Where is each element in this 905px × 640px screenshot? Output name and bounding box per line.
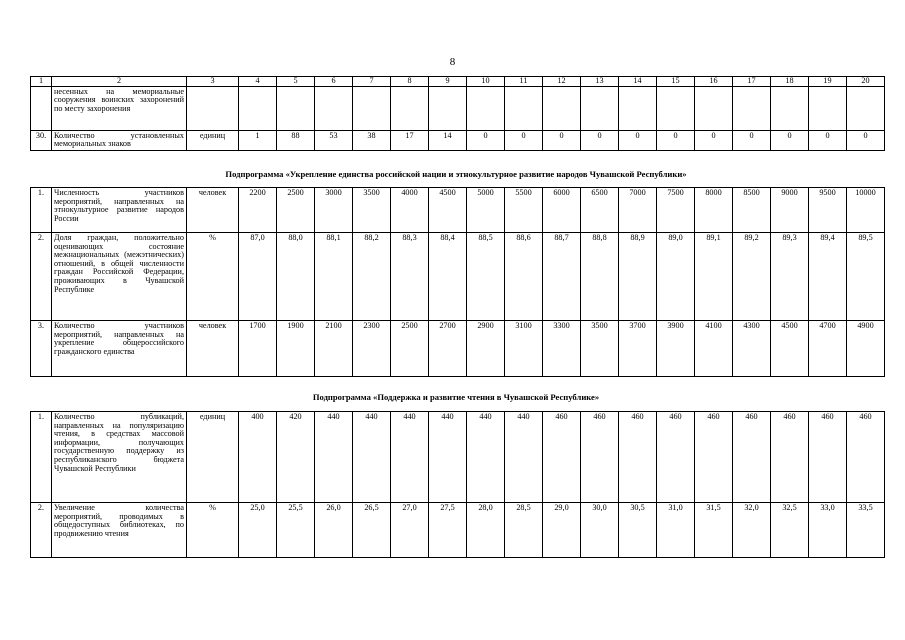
- value-cell: 440: [315, 412, 353, 503]
- column-number: 2: [52, 77, 187, 87]
- value-cell: 6500: [581, 188, 619, 233]
- value-cell: 460: [543, 412, 581, 503]
- row-number: [31, 86, 52, 130]
- unit-cell: %: [187, 503, 239, 558]
- value-cell: 32,0: [733, 503, 771, 558]
- value-cell: [353, 86, 391, 130]
- value-cell: 88,4: [429, 233, 467, 321]
- value-cell: [581, 86, 619, 130]
- column-number: 6: [315, 77, 353, 87]
- column-number: 16: [695, 77, 733, 87]
- value-cell: 38: [353, 130, 391, 150]
- value-cell: 7500: [657, 188, 695, 233]
- unit-cell: единиц: [187, 412, 239, 503]
- value-cell: [733, 86, 771, 130]
- value-cell: 3700: [619, 321, 657, 377]
- value-cell: 17: [391, 130, 429, 150]
- value-cell: 4700: [809, 321, 847, 377]
- value-cell: 89,3: [771, 233, 809, 321]
- value-cell: 88,8: [581, 233, 619, 321]
- value-cell: 30,0: [581, 503, 619, 558]
- table-row: [31, 188, 885, 233]
- row-number: 3.: [31, 321, 52, 377]
- column-number: 1: [31, 77, 52, 87]
- value-cell: 88,9: [619, 233, 657, 321]
- value-cell: 1700: [239, 321, 277, 377]
- value-cell: 460: [771, 412, 809, 503]
- value-cell: 27,5: [429, 503, 467, 558]
- value-cell: 28,5: [505, 503, 543, 558]
- value-cell: [505, 86, 543, 130]
- value-cell: [315, 86, 353, 130]
- value-cell: 5500: [505, 188, 543, 233]
- value-cell: 0: [581, 130, 619, 150]
- value-cell: 440: [391, 412, 429, 503]
- value-cell: 53: [315, 130, 353, 150]
- value-cell: 88,5: [467, 233, 505, 321]
- value-cell: 0: [847, 130, 885, 150]
- value-cell: [277, 86, 315, 130]
- value-cell: 26,5: [353, 503, 391, 558]
- value-cell: 440: [353, 412, 391, 503]
- value-cell: [771, 86, 809, 130]
- column-number: 5: [277, 77, 315, 87]
- row-number: 1.: [31, 412, 52, 503]
- value-cell: 25,0: [239, 503, 277, 558]
- column-number: 9: [429, 77, 467, 87]
- value-cell: 27,0: [391, 503, 429, 558]
- value-cell: 10000: [847, 188, 885, 233]
- column-number: 3: [187, 77, 239, 87]
- value-cell: 88,6: [505, 233, 543, 321]
- table-row: [31, 412, 885, 503]
- indicator-name: Количество установленных мемориальных знаков: [52, 130, 187, 150]
- value-cell: 0: [619, 130, 657, 150]
- column-number: 4: [239, 77, 277, 87]
- value-cell: 460: [581, 412, 619, 503]
- subprogram-title-reading: Подпрограмма «Поддержка и развитие чтения в Чувашской Республике»: [312, 392, 600, 402]
- value-cell: [809, 86, 847, 130]
- indicator-name: Количество публикаций, направленных на популяризацию чтения, в средствах массовой информации, получающих государственную поддержку из республиканского бюджета Чувашской Республики: [52, 412, 187, 503]
- column-number: 14: [619, 77, 657, 87]
- value-cell: 31,0: [657, 503, 695, 558]
- value-cell: 89,1: [695, 233, 733, 321]
- value-cell: 89,5: [847, 233, 885, 321]
- column-number: 17: [733, 77, 771, 87]
- indicators-table-continued: [30, 76, 885, 151]
- value-cell: 4100: [695, 321, 733, 377]
- value-cell: 4500: [771, 321, 809, 377]
- value-cell: 88,3: [391, 233, 429, 321]
- indicator-name: Увеличение количества мероприятий, проводимых в общедоступных библиотеках, по продвижению чтения: [52, 503, 187, 558]
- value-cell: 460: [847, 412, 885, 503]
- column-number: 7: [353, 77, 391, 87]
- value-cell: 8000: [695, 188, 733, 233]
- value-cell: 0: [657, 130, 695, 150]
- value-cell: 25,5: [277, 503, 315, 558]
- table-row: [31, 86, 885, 130]
- value-cell: 0: [809, 130, 847, 150]
- value-cell: 30,5: [619, 503, 657, 558]
- column-number: 12: [543, 77, 581, 87]
- value-cell: 32,5: [771, 503, 809, 558]
- value-cell: [239, 86, 277, 130]
- value-cell: 3500: [353, 188, 391, 233]
- row-number: 2.: [31, 233, 52, 321]
- column-number: 13: [581, 77, 619, 87]
- indicator-name: Численность участников мероприятий, направленных на этнокультурное развитие народов России: [52, 188, 187, 233]
- value-cell: [391, 86, 429, 130]
- value-cell: 33,0: [809, 503, 847, 558]
- value-cell: 88,2: [353, 233, 391, 321]
- value-cell: [619, 86, 657, 130]
- value-cell: 460: [695, 412, 733, 503]
- value-cell: 400: [239, 412, 277, 503]
- indicator-name: Доля граждан, положительно оценивающих состояние межнациональных (межэтнических) отношений, в общей численности граждан Российской Федерации, проживающих в Чувашской Республике: [52, 233, 187, 321]
- value-cell: 440: [505, 412, 543, 503]
- value-cell: 3000: [315, 188, 353, 233]
- value-cell: [657, 86, 695, 130]
- value-cell: 14: [429, 130, 467, 150]
- unit-cell: человек: [187, 321, 239, 377]
- unit-cell: %: [187, 233, 239, 321]
- value-cell: 33,5: [847, 503, 885, 558]
- indicator-name: Количество участников мероприятий, направленных на укрепление общероссийского гражданского единства: [52, 321, 187, 377]
- value-cell: 2500: [277, 188, 315, 233]
- column-number: 18: [771, 77, 809, 87]
- value-cell: 3900: [657, 321, 695, 377]
- value-cell: [847, 86, 885, 130]
- value-cell: 4000: [391, 188, 429, 233]
- table-header-row: [31, 77, 885, 87]
- value-cell: 9000: [771, 188, 809, 233]
- value-cell: 6000: [543, 188, 581, 233]
- value-cell: 0: [733, 130, 771, 150]
- table-row: [31, 130, 885, 150]
- value-cell: 460: [733, 412, 771, 503]
- column-number: 19: [809, 77, 847, 87]
- value-cell: 440: [467, 412, 505, 503]
- value-cell: 0: [771, 130, 809, 150]
- value-cell: 87,0: [239, 233, 277, 321]
- indicator-name: несенных на мемориальные сооружения воинских захоронений по месту захоронения: [52, 86, 187, 130]
- value-cell: 3300: [543, 321, 581, 377]
- value-cell: 4300: [733, 321, 771, 377]
- value-cell: 2200: [239, 188, 277, 233]
- value-cell: 2900: [467, 321, 505, 377]
- column-number: 20: [847, 77, 885, 87]
- page-number: 8: [449, 56, 456, 68]
- value-cell: 31,5: [695, 503, 733, 558]
- row-number: 1.: [31, 188, 52, 233]
- column-number: 11: [505, 77, 543, 87]
- column-number: 10: [467, 77, 505, 87]
- value-cell: 2100: [315, 321, 353, 377]
- value-cell: 29,0: [543, 503, 581, 558]
- value-cell: 3100: [505, 321, 543, 377]
- value-cell: 0: [505, 130, 543, 150]
- value-cell: 88,0: [277, 233, 315, 321]
- value-cell: 0: [543, 130, 581, 150]
- value-cell: 4500: [429, 188, 467, 233]
- value-cell: [543, 86, 581, 130]
- row-number: 2.: [31, 503, 52, 558]
- value-cell: 3500: [581, 321, 619, 377]
- value-cell: 28,0: [467, 503, 505, 558]
- value-cell: 8500: [733, 188, 771, 233]
- ethnocultural-indicators-table: [30, 187, 885, 377]
- value-cell: 89,0: [657, 233, 695, 321]
- value-cell: 88,1: [315, 233, 353, 321]
- value-cell: 9500: [809, 188, 847, 233]
- value-cell: 460: [657, 412, 695, 503]
- value-cell: 89,4: [809, 233, 847, 321]
- value-cell: 420: [277, 412, 315, 503]
- value-cell: [695, 86, 733, 130]
- value-cell: 88,7: [543, 233, 581, 321]
- value-cell: 2700: [429, 321, 467, 377]
- table-row: [31, 233, 885, 321]
- value-cell: [429, 86, 467, 130]
- value-cell: 4900: [847, 321, 885, 377]
- subprogram-title-ethnocultural: Подпрограмма «Укрепление единства российской нации и этнокультурное развитие народов Чувашской Республики»: [225, 169, 687, 179]
- value-cell: 460: [619, 412, 657, 503]
- value-cell: 7000: [619, 188, 657, 233]
- column-number: 15: [657, 77, 695, 87]
- column-number: 8: [391, 77, 429, 87]
- value-cell: 1900: [277, 321, 315, 377]
- table-row: [31, 503, 885, 558]
- value-cell: 5000: [467, 188, 505, 233]
- value-cell: 2300: [353, 321, 391, 377]
- value-cell: 88: [277, 130, 315, 150]
- unit-cell: человек: [187, 188, 239, 233]
- value-cell: 1: [239, 130, 277, 150]
- reading-indicators-table: [30, 411, 885, 558]
- unit-cell: [187, 86, 239, 130]
- table-row: [31, 321, 885, 377]
- value-cell: 0: [695, 130, 733, 150]
- value-cell: 89,2: [733, 233, 771, 321]
- value-cell: [467, 86, 505, 130]
- value-cell: 2500: [391, 321, 429, 377]
- value-cell: 440: [429, 412, 467, 503]
- value-cell: 26,0: [315, 503, 353, 558]
- row-number: 30.: [31, 130, 52, 150]
- unit-cell: единиц: [187, 130, 239, 150]
- value-cell: 460: [809, 412, 847, 503]
- value-cell: 0: [467, 130, 505, 150]
